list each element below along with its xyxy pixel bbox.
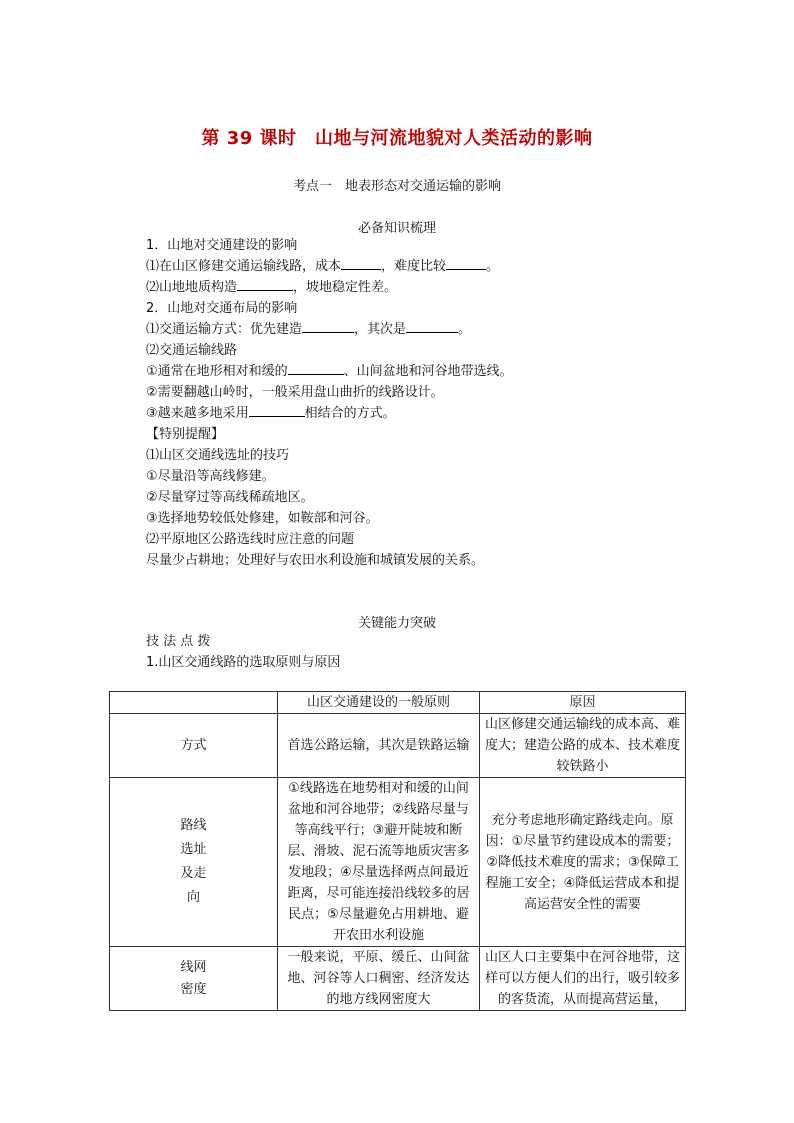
- text-segment: ①通常在地形相对和缓的: [146, 364, 288, 379]
- fill-blank: [302, 320, 354, 333]
- technique-heading: 技 法 点 拨: [146, 634, 211, 649]
- text-segment: 、山间盆地和河谷地带选线。: [343, 364, 513, 379]
- text-line: ①尽量沿等高线修建。: [146, 469, 275, 484]
- text-segment: ，其次是: [354, 322, 407, 337]
- text-segment: 。: [458, 322, 472, 337]
- text-segment: 。: [486, 259, 500, 274]
- text-line: ⑵交通运输线路: [146, 343, 238, 358]
- table-header-row: [110, 692, 686, 714]
- fill-blank: [288, 362, 344, 375]
- reason-cell: 山区修建交通运输线的成本高、难度大；建造公路的成本、技术难度较铁路小: [480, 714, 686, 778]
- section-heading-knowledge: 必备知识梳理: [357, 221, 436, 236]
- text-segment: ⑴交通运输方式：优先建造: [146, 322, 303, 337]
- text-segment: ，难度比较: [381, 259, 447, 274]
- fill-blank: [406, 320, 458, 333]
- fill-blank: [237, 278, 293, 291]
- row-label-text: 线网密度: [180, 959, 207, 997]
- fill-blank: [341, 257, 381, 270]
- text-line: [146, 257, 499, 277]
- principle-cell: ①线路选在地势相对和缓的山间盆地和河谷地带；②线路尽量与等高线平行；③避开陡坡和断层、滑坡、泥石流等地质灾害多发地段；④尽量选择两点间最近距离，尽可能连接沿线较多的居民点；⑤尽量避免占用耕地、避开农田水利设施: [278, 778, 480, 947]
- principle-cell: 一般来说，平原、缓丘、山间盆地、河谷等人口稠密、经济发达的地方线网密度大: [278, 947, 480, 1011]
- text-line: 【特别提醒】: [146, 427, 225, 442]
- text-line: [146, 320, 471, 340]
- kaodian-heading: 考点一 地表形态对交通运输的影响: [292, 179, 501, 194]
- text-line: ⑵平原地区公路选线时应注意的问题: [146, 532, 355, 547]
- table-row: [110, 778, 686, 947]
- text-line: [146, 278, 397, 298]
- row-label: [110, 778, 278, 947]
- row-label: [110, 947, 278, 1011]
- text-line: ③选择地势较低处修建，如鞍部和河谷。: [146, 511, 379, 526]
- table-header-cell: 山区交通建设的一般原则: [278, 692, 480, 714]
- table-header-cell: [110, 692, 278, 714]
- text-line: ②尽量穿过等高线稀疏地区。: [146, 490, 314, 505]
- table-row: [110, 714, 686, 778]
- text-line: 1．山地对交通建设的影响: [146, 238, 298, 253]
- reason-cell: 山区人口主要集中在河谷地带，这样可以方便人们的出行，吸引较多的客货流，从而提高营运量，: [480, 947, 686, 1011]
- row-label-text: 路线选址及走向: [180, 818, 207, 905]
- principles-table: [109, 691, 686, 1011]
- text-line: ⑴山区交通线选址的技巧: [146, 448, 290, 463]
- section-heading-ability: 关键能力突破: [357, 616, 436, 631]
- page-title: 第 39 课时 山地与河流地貌对人类活动的影响: [201, 128, 593, 149]
- item-heading: 1.山区交通线路的选取原则与原因: [146, 655, 341, 670]
- row-label: 方式: [110, 714, 278, 778]
- text-segment: ，坡地稳定性差。: [293, 280, 398, 295]
- text-segment: ③越来越多地采用: [146, 406, 249, 421]
- text-line: 2．山地对交通布局的影响: [146, 301, 298, 316]
- text-line: 尽量少占耕地；处理好与农田水利设施和城镇发展的关系。: [146, 553, 485, 568]
- text-line: [146, 362, 513, 382]
- text-segment: ⑵山地地质构造: [146, 280, 238, 295]
- fill-blank: [446, 257, 486, 270]
- text-line: [146, 404, 396, 424]
- fill-blank: [249, 404, 305, 417]
- text-segment: 相结合的方式。: [304, 406, 396, 421]
- text-line: ②需要翻越山岭时，一般采用盘山曲折的线路设计。: [146, 385, 444, 400]
- table-header-cell: 原因: [480, 692, 686, 714]
- principle-cell: 首选公路运输，其次是铁路运输: [278, 714, 480, 778]
- table-row: [110, 947, 686, 1011]
- text-segment: ⑴在山区修建交通运输线路，成本: [146, 259, 342, 274]
- reason-cell: 充分考虑地形确定路线走向。原因：①尽量节约建设成本的需要；②降低技术难度的需求；③保障工程施工安全；④降低运营成本和提高运营安全性的需要: [480, 778, 686, 947]
